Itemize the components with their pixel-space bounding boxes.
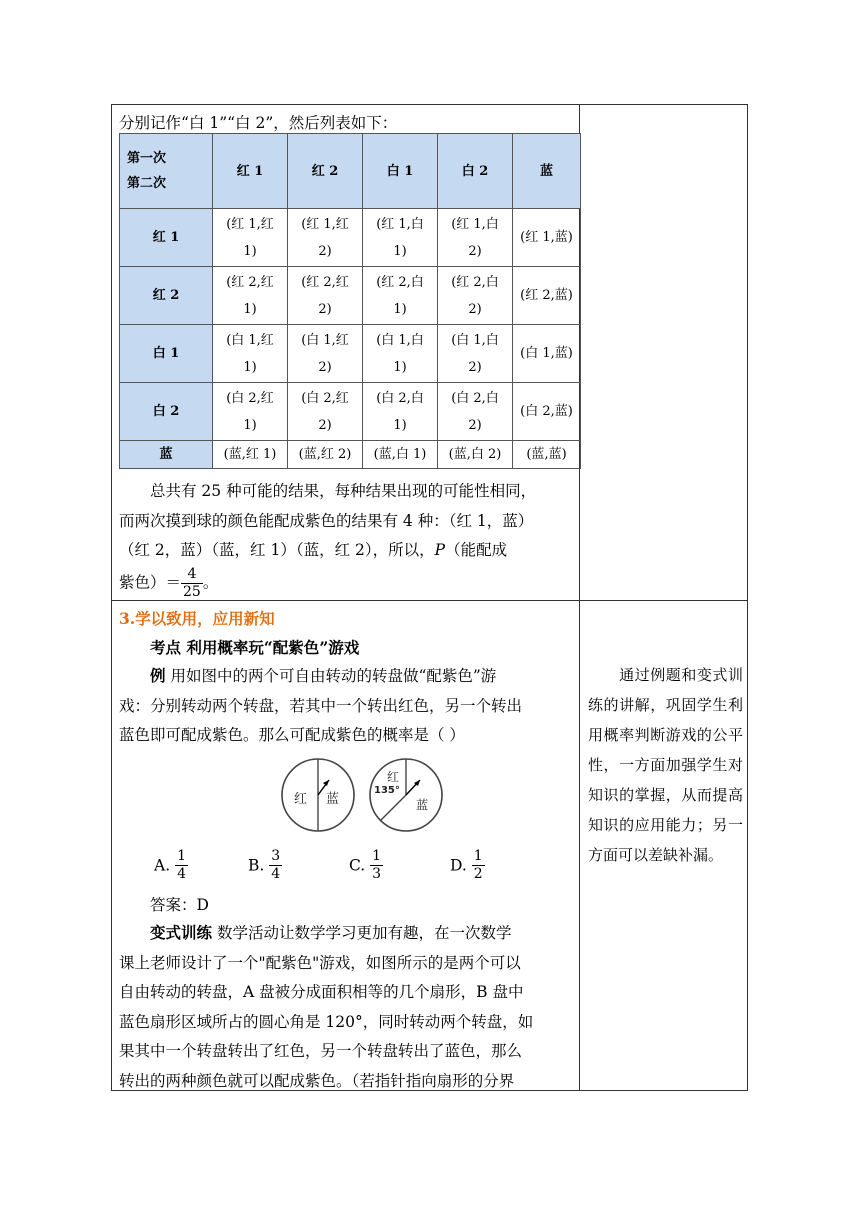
table-cell bbox=[288, 325, 363, 383]
cell-line: 2) bbox=[318, 359, 332, 375]
row-header: 红 2 bbox=[120, 267, 213, 325]
table-cell bbox=[438, 267, 513, 325]
table-cell bbox=[288, 383, 363, 441]
cell-line: 1) bbox=[393, 359, 407, 375]
cell-line: 1) bbox=[243, 301, 257, 317]
table-row bbox=[120, 441, 581, 469]
fraction-denominator: 4 bbox=[177, 866, 186, 882]
cell-line: (红 2,白 bbox=[376, 274, 424, 290]
summary-text: 。 bbox=[202, 573, 219, 591]
fraction-denominator: 3 bbox=[372, 866, 382, 882]
kaodian-heading: 考点 利用概率玩“配紫色”游戏 bbox=[150, 638, 360, 657]
table-cell bbox=[213, 325, 288, 383]
col-header: 白 2 bbox=[438, 134, 513, 209]
cell-line: (白 2,红 bbox=[226, 390, 274, 406]
section-title: 3.学以致用，应用新知 bbox=[119, 609, 275, 628]
cell-line: 1) bbox=[393, 301, 407, 317]
cell-line: (白 1,红 bbox=[301, 332, 349, 348]
variant-line: 自由转动的转盘，A 盘被分成面积相等的几个扇形，B 盘中 bbox=[119, 983, 524, 1001]
cell-line: 2) bbox=[318, 243, 332, 259]
cell-line: (白 2,白 bbox=[451, 390, 499, 406]
variant-paragraph bbox=[119, 918, 575, 1096]
table-cell: (蓝,红 1) bbox=[213, 441, 288, 469]
fraction-numerator: 1 bbox=[177, 848, 186, 864]
summary-text: 紫色）＝ bbox=[119, 573, 182, 591]
fraction-numerator: 3 bbox=[271, 848, 281, 864]
option-fraction bbox=[269, 848, 282, 883]
table-cell bbox=[438, 209, 513, 267]
spinner-figure bbox=[270, 755, 450, 835]
cell-line: (白 1,白 bbox=[376, 332, 424, 348]
variant-line: 蓝色扇形区域所占的圆心角是 120°，同时转动两个转盘，如 bbox=[119, 1012, 534, 1031]
cell-line: 1) bbox=[243, 359, 257, 375]
cell-line: 2) bbox=[318, 417, 332, 433]
spinner-left-red-label: 红 bbox=[294, 792, 308, 807]
fraction-numerator: 1 bbox=[473, 848, 483, 864]
table-row bbox=[120, 383, 581, 441]
table-cell: (红 1,蓝) bbox=[513, 209, 581, 267]
table-cell bbox=[363, 267, 438, 325]
option-letter: D. bbox=[450, 856, 467, 875]
table-cell bbox=[213, 383, 288, 441]
option-fraction bbox=[370, 848, 383, 883]
example-line bbox=[119, 661, 575, 692]
fraction-numerator: 1 bbox=[372, 848, 382, 864]
variant-label: 变式训练 bbox=[150, 923, 213, 942]
cell-line: (红 1,红 bbox=[226, 216, 274, 232]
table-cell bbox=[213, 209, 288, 267]
cell-line: 2) bbox=[468, 301, 482, 317]
cell-line: (红 1,红 bbox=[301, 216, 349, 232]
table-cell: (蓝,红 2) bbox=[288, 441, 363, 469]
outcome-table bbox=[119, 133, 581, 469]
table-row bbox=[120, 325, 581, 383]
table-cell bbox=[438, 383, 513, 441]
spinner-right bbox=[370, 759, 442, 831]
example-paragraph bbox=[119, 661, 575, 751]
summary-line bbox=[119, 536, 575, 566]
cell-line: 1) bbox=[243, 417, 257, 433]
spinner-right-blue-label: 蓝 bbox=[416, 798, 429, 812]
variant-line: 果其中一个转盘转出了红色，另一个转盘转出了蓝色，那么 bbox=[119, 1042, 523, 1060]
table-cell bbox=[213, 267, 288, 325]
example-line: 蓝色即可配成紫色。那么可配成紫色的概率是（ ） bbox=[119, 726, 465, 744]
col-header: 红 2 bbox=[288, 134, 363, 209]
summary-text: （能配成 bbox=[445, 541, 508, 559]
table-cell bbox=[288, 267, 363, 325]
cell-line: (红 1,白 bbox=[451, 216, 499, 232]
cell-line: (白 1,白 bbox=[451, 332, 499, 348]
spinner-right-red-label: 红 bbox=[387, 770, 400, 784]
option-b[interactable] bbox=[248, 848, 282, 883]
col-header: 白 1 bbox=[363, 134, 438, 209]
table-cell: (白 1,蓝) bbox=[513, 325, 581, 383]
cell-line: (红 2,红 bbox=[226, 274, 274, 290]
cell-line: 1) bbox=[393, 243, 407, 259]
summary-line: 总共有 25 种可能的结果，每种结果出现的可能性相同， bbox=[150, 482, 537, 500]
option-letter: B. bbox=[248, 856, 265, 875]
spinner-right-angle-label: 135° bbox=[374, 785, 400, 796]
cell-line: (红 2,白 bbox=[451, 274, 499, 290]
corner-header bbox=[120, 134, 213, 209]
table-cell: (蓝,蓝) bbox=[513, 441, 581, 469]
cell-line: 1) bbox=[393, 417, 407, 433]
fraction-denominator: 4 bbox=[271, 866, 281, 882]
answer-line: 答案：D bbox=[150, 896, 209, 914]
corner-top-label: 第一次 bbox=[127, 151, 167, 166]
row-header: 白 1 bbox=[120, 325, 213, 383]
table-cell: (白 2,蓝) bbox=[513, 383, 581, 441]
table-cell bbox=[363, 383, 438, 441]
cell-line: 2) bbox=[468, 243, 482, 259]
table-row bbox=[120, 267, 581, 325]
cell-line: (红 1,白 bbox=[376, 216, 424, 232]
row-header: 白 2 bbox=[120, 383, 213, 441]
variant-line: 课上老师设计了一个"配紫色"游戏，如图所示的是两个可以 bbox=[119, 953, 521, 972]
spinner-left bbox=[282, 759, 354, 831]
corner-bottom-label: 第二次 bbox=[127, 176, 167, 191]
table-cell bbox=[363, 325, 438, 383]
cell-line: (白 2,白 bbox=[376, 390, 424, 406]
table-cell bbox=[438, 325, 513, 383]
variant-line bbox=[119, 918, 575, 949]
row-header: 红 1 bbox=[120, 209, 213, 267]
table-cell bbox=[288, 209, 363, 267]
option-d[interactable] bbox=[450, 848, 485, 883]
example-label: 例 bbox=[150, 666, 166, 685]
cell-line: (白 2,红 bbox=[301, 390, 349, 406]
col-header: 红 1 bbox=[213, 134, 288, 209]
example-text: 用如图中的两个可自由转动的转盘做“配紫色”游 bbox=[165, 667, 497, 685]
summary-line: 而两次摸到球的颜色能配成紫色的结果有 4 种：（红 1，蓝） bbox=[119, 511, 534, 530]
cell-line: (白 1,红 bbox=[226, 332, 274, 348]
spinner-left-blue-label: 蓝 bbox=[326, 792, 340, 807]
example-line: 戏：分别转动两个转盘，若其中一个转出红色，另一个转出 bbox=[119, 696, 523, 715]
summary-text: （红 2，蓝）（蓝，红 1）（蓝，红 2），所以， bbox=[119, 541, 435, 559]
design-intent-note: 通过例题和变式训练的讲解，巩固学生利用概率判断游戏的公平性，一方面加强学生对知识的掌握，从而提高知识的应用能力；另一方面可以差缺补漏。 bbox=[588, 666, 743, 864]
probability-symbol: P bbox=[434, 541, 446, 559]
cell-line: 2) bbox=[468, 417, 482, 433]
table-cell: (蓝,白 2) bbox=[438, 441, 513, 469]
table-cell bbox=[363, 209, 438, 267]
summary-line bbox=[119, 566, 575, 601]
cell-line: 1) bbox=[243, 243, 257, 259]
fraction-denominator: 2 bbox=[473, 866, 483, 882]
cell-line: 2) bbox=[318, 301, 332, 317]
table-row bbox=[120, 209, 581, 267]
option-fraction bbox=[175, 848, 188, 883]
fraction-numerator: 4 bbox=[181, 566, 203, 584]
cell-line: (红 2,红 bbox=[301, 274, 349, 290]
summary-paragraph bbox=[119, 477, 575, 601]
option-letter: C. bbox=[349, 856, 366, 875]
table-cell: (蓝,白 1) bbox=[363, 441, 438, 469]
option-c[interactable] bbox=[349, 848, 383, 883]
col-header: 蓝 bbox=[513, 134, 581, 209]
variant-text: 数学活动让数学学习更加有趣，在一次数学 bbox=[212, 924, 512, 942]
table-cell: (红 2,蓝) bbox=[513, 267, 581, 325]
row-header: 蓝 bbox=[120, 441, 213, 469]
fraction bbox=[181, 566, 203, 601]
option-a[interactable] bbox=[154, 848, 188, 883]
option-letter: A. bbox=[154, 856, 171, 875]
option-fraction bbox=[472, 848, 485, 883]
fraction-denominator: 25 bbox=[183, 583, 201, 600]
intro-line: 分别记作“白 1”“白 2”，然后列表如下： bbox=[119, 114, 398, 132]
variant-line: 转出的两种颜色就可以配成紫色。（若指针指向扇形的分界 bbox=[119, 1071, 515, 1090]
cell-line: 2) bbox=[468, 359, 482, 375]
